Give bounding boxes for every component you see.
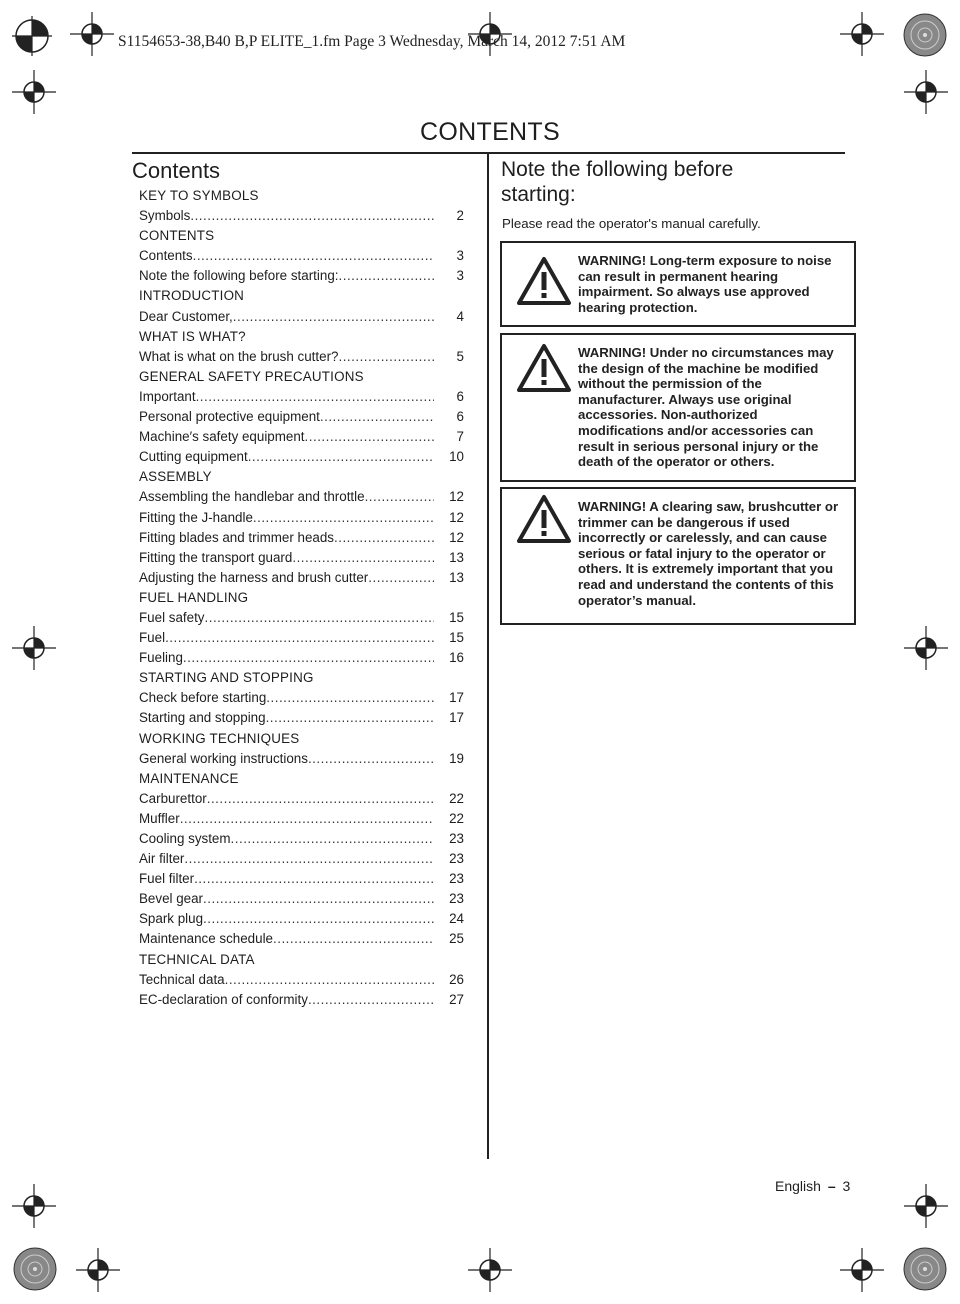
toc-entry-line [139, 648, 464, 668]
toc-entry [139, 528, 464, 548]
toc-page-number: 4 [456, 308, 464, 324]
toc-entry [139, 407, 464, 427]
toc-entry-label: Fuel filter [139, 871, 195, 887]
toc-leader-dots [231, 829, 434, 849]
toc-leader-dots [165, 628, 434, 648]
toc-leader-dots [184, 849, 434, 869]
toc-entry-label: Air filter [139, 851, 185, 867]
toc-leader-dots [368, 568, 434, 588]
footer-language: English [775, 1178, 821, 1194]
toc-leader-dots [183, 648, 434, 668]
table-of-contents [139, 186, 464, 1010]
toc-entry-line [139, 568, 464, 588]
toc-page-number: 22 [449, 810, 464, 826]
toc-entry-line [139, 407, 464, 427]
toc-entry [139, 568, 464, 588]
toc-entry-label: Fuel [139, 630, 166, 646]
toc-entry [139, 427, 464, 447]
registration-mark-icon [904, 70, 948, 114]
toc-entry-label: Starting and stopping [139, 710, 266, 726]
toc-page-number: 23 [449, 871, 464, 887]
toc-leader-dots [253, 508, 434, 528]
toc-entry-label: Check before starting [139, 690, 267, 706]
toc-entry [139, 447, 464, 467]
toc-section-label: CONTENTS [139, 228, 215, 244]
toc-leader-dots [193, 246, 434, 266]
toc-leader-dots [266, 708, 434, 728]
toc-page-number: 16 [449, 650, 464, 666]
registration-mark-icon [840, 1248, 884, 1292]
registration-mark-icon [12, 626, 56, 670]
toc-page-number: 13 [449, 549, 464, 565]
toc-entry [139, 508, 464, 528]
toc-entry-label: Cooling system [139, 831, 231, 846]
toc-entry [139, 749, 464, 769]
registration-mark-icon [76, 1248, 120, 1292]
toc-section-heading [139, 668, 464, 688]
toc-page-number: 7 [456, 429, 464, 445]
toc-section-label: MAINTENANCE [139, 770, 239, 786]
toc-entry-label: Machine′s safety equipment [139, 429, 305, 445]
toc-section-heading [139, 950, 464, 970]
toc-entry-label: Technical data [139, 971, 225, 987]
toc-entry-line [139, 206, 464, 226]
toc-entry-line [139, 809, 464, 829]
toc-page-number: 3 [456, 248, 464, 264]
registration-mark-icon [840, 12, 884, 56]
toc-entry [139, 246, 464, 266]
toc-page-number: 12 [449, 529, 464, 545]
warning-text: WARNING! Under no circumstances may the design of the machine be modified without the permission of the manufacturer. Always use original accessories. Non-authorized modifications and/or accessories can result in serious personal injury or the death of the operator or others. [578, 345, 834, 470]
toc-section-heading [139, 286, 464, 306]
file-header-line: S1154653-38,B40 B,P ELITE_1.fm Page 3 Wednesday, March 14, 2012 7:51 AM [118, 33, 626, 50]
toc-entry-line [139, 266, 464, 286]
toc-page-number: 6 [456, 409, 464, 425]
toc-entry [139, 889, 464, 909]
toc-entry-line [139, 427, 464, 447]
toc-section-heading [139, 186, 464, 206]
toc-entry [139, 548, 464, 568]
toc-entry-line [139, 990, 464, 1010]
toc-entry-label: Personal protective equipment [139, 409, 320, 425]
toc-leader-dots [203, 889, 434, 909]
page-title: CONTENTS [420, 118, 560, 146]
toc-page-number: 17 [449, 710, 464, 726]
warning-box [500, 487, 856, 625]
toc-leader-dots [365, 487, 434, 507]
toc-leader-dots [305, 427, 434, 447]
starburst-rosette-icon [12, 1246, 58, 1292]
toc-section-label: STARTING AND STOPPING [139, 670, 314, 686]
toc-section-label: ASSEMBLY [139, 469, 212, 485]
toc-leader-dots [308, 749, 434, 769]
warning-text: WARNING! A clearing saw, brushcutter or trimmer can be dangerous if used incorrectly or carelessly, and can cause serious or fatal injury to the operator or others. It is extremely important that you read and understand the contents of this operator’s manual. [578, 499, 839, 608]
toc-entry-line [139, 608, 464, 628]
toc-entry-label: Fuel safety [139, 609, 205, 625]
warning-text: WARNING! Long-term exposure to noise can result in permanent hearing impairment. So always use approved hearing protection. [578, 253, 832, 315]
toc-entry [139, 347, 464, 367]
toc-leader-dots [320, 407, 434, 427]
toc-leader-dots [180, 809, 434, 829]
toc-entry-line [139, 688, 464, 708]
toc-page-number: 17 [449, 690, 464, 706]
toc-section-heading [139, 588, 464, 608]
toc-entry-label: What is what on the brush cutter? [139, 348, 339, 364]
note-intro: Please read the operator's manual carefully. [502, 216, 761, 231]
toc-entry-line [139, 869, 464, 889]
toc-entry [139, 608, 464, 628]
toc-leader-dots [308, 990, 434, 1010]
toc-section-label: INTRODUCTION [139, 288, 245, 304]
toc-entry-line [139, 749, 464, 769]
toc-entry-label: Cutting equipment [139, 449, 248, 465]
toc-entry-label: Contents [139, 248, 193, 264]
toc-leader-dots [194, 869, 434, 889]
warning-triangle-icon [516, 256, 572, 306]
toc-leader-dots [233, 307, 434, 327]
toc-entry-label: Note the following before starting: [139, 268, 339, 284]
toc-leader-dots [334, 528, 434, 548]
toc-entry-label: EC-declaration of conformity [139, 991, 308, 1007]
toc-entry-label: Spark plug [139, 911, 204, 927]
toc-entry [139, 789, 464, 809]
toc-entry [139, 628, 464, 648]
toc-page-number: 12 [449, 489, 464, 505]
starburst-rosette-icon [902, 12, 948, 58]
toc-section-heading [139, 467, 464, 487]
toc-leader-dots [248, 447, 434, 467]
toc-section-label: TECHNICAL DATA [139, 951, 255, 967]
warning-triangle-icon [516, 343, 572, 393]
toc-section-label: KEY TO SYMBOLS [139, 188, 259, 203]
toc-page-number: 26 [449, 971, 464, 987]
toc-page-number: 6 [456, 388, 464, 404]
toc-entry-line [139, 307, 464, 327]
toc-leader-dots [225, 970, 434, 990]
column-divider [487, 154, 489, 1159]
toc-leader-dots [273, 929, 434, 949]
toc-section-heading [139, 729, 464, 749]
toc-entry-label: Adjusting the harness and brush cutter [139, 569, 369, 585]
toc-entry-line [139, 487, 464, 507]
toc-leader-dots [292, 548, 434, 568]
note-heading: Note the following before starting: [501, 158, 734, 206]
toc-leader-dots [205, 608, 435, 628]
toc-entry [139, 929, 464, 949]
toc-leader-dots [266, 688, 434, 708]
toc-page-number: 27 [449, 991, 464, 1007]
toc-entry-label: Fitting the transport guard [139, 549, 293, 565]
toc-section-heading [139, 327, 464, 347]
warning-box [500, 333, 856, 482]
registration-mark-icon [12, 70, 56, 114]
registration-mark-icon [904, 626, 948, 670]
toc-entry-label: Fitting blades and trimmer heads [139, 529, 335, 545]
toc-section-label: FUEL HANDLING [139, 589, 249, 605]
toc-leader-dots [339, 266, 435, 286]
toc-entry [139, 387, 464, 407]
toc-entry-line [139, 628, 464, 648]
footer-separator: – [827, 1178, 836, 1194]
toc-entry [139, 970, 464, 990]
toc-leader-dots [190, 206, 434, 226]
toc-entry-label: Maintenance schedule [139, 931, 273, 947]
toc-page-number: 23 [449, 831, 464, 846]
toc-section-heading [139, 769, 464, 789]
toc-leader-dots [203, 909, 434, 929]
toc-entry [139, 809, 464, 829]
toc-section-heading [139, 367, 464, 387]
toc-entry [139, 688, 464, 708]
toc-page-number: 15 [449, 630, 464, 646]
toc-leader-dots [196, 387, 434, 407]
toc-entry-label: General working instructions [139, 750, 308, 766]
toc-entry-line [139, 929, 464, 949]
registration-mark-icon [904, 1184, 948, 1228]
toc-entry-line [139, 889, 464, 909]
toc-section-heading [139, 226, 464, 246]
toc-entry-label: Dear Customer, [139, 308, 233, 324]
toc-entry-line [139, 829, 464, 849]
toc-entry-label: Bevel gear [139, 891, 204, 907]
toc-entry-line [139, 548, 464, 568]
toc-entry [139, 990, 464, 1010]
toc-page-number: 19 [449, 750, 464, 766]
toc-entry-label: Carburettor [139, 790, 207, 806]
toc-page-number: 5 [456, 348, 464, 364]
toc-section-label: GENERAL SAFETY PRECAUTIONS [139, 368, 364, 384]
toc-leader-dots [207, 789, 434, 809]
toc-entry-label: Fitting the J-handle [139, 509, 253, 525]
toc-entry-line [139, 849, 464, 869]
toc-entry-line [139, 789, 464, 809]
toc-entry-line [139, 347, 464, 367]
toc-page-number: 12 [449, 509, 464, 525]
toc-entry-line [139, 708, 464, 728]
registration-mark-icon [10, 14, 54, 58]
toc-entry-line [139, 387, 464, 407]
toc-entry [139, 307, 464, 327]
registration-mark-icon [468, 1248, 512, 1292]
toc-entry-line [139, 246, 464, 266]
toc-section-label: WORKING TECHNIQUES [139, 730, 300, 746]
toc-page-number: 10 [449, 449, 464, 465]
toc-entry-line [139, 447, 464, 467]
toc-entry-label: Important [139, 388, 196, 404]
toc-entry [139, 266, 464, 286]
toc-page-number: 3 [456, 268, 464, 284]
toc-page-number: 23 [449, 851, 464, 867]
starburst-rosette-icon [902, 1246, 948, 1292]
toc-page-number: 22 [449, 790, 464, 806]
toc-entry-line [139, 970, 464, 990]
footer-page-number: 3 [842, 1178, 851, 1194]
toc-page-number: 23 [449, 891, 464, 907]
warning-triangle-icon [516, 494, 572, 544]
toc-entry-label: Muffler [139, 810, 180, 826]
toc-entry-line [139, 508, 464, 528]
toc-entry [139, 206, 464, 226]
toc-entry [139, 849, 464, 869]
toc-entry [139, 708, 464, 728]
toc-page-number: 13 [449, 569, 464, 585]
toc-section-label: WHAT IS WHAT? [139, 328, 246, 344]
toc-entry-label: Symbols [139, 208, 191, 224]
toc-entry-line [139, 528, 464, 548]
page-footer [775, 1178, 850, 1194]
registration-mark-icon [12, 1184, 56, 1228]
toc-entry [139, 487, 464, 507]
warning-box [500, 241, 856, 327]
toc-entry [139, 648, 464, 668]
toc-leader-dots [338, 347, 434, 367]
toc-page-number: 24 [449, 911, 464, 927]
toc-entry-line [139, 909, 464, 929]
toc-entry-label: Assembling the handlebar and throttle [139, 489, 365, 505]
toc-page-number: 15 [449, 609, 464, 625]
toc-entry-label: Fueling [139, 650, 183, 666]
toc-entry [139, 869, 464, 889]
toc-page-number: 2 [456, 208, 464, 224]
toc-heading: Contents [132, 158, 221, 183]
toc-page-number: 25 [449, 931, 464, 947]
registration-mark-icon [70, 12, 114, 56]
toc-entry [139, 909, 464, 929]
toc-entry [139, 829, 464, 849]
